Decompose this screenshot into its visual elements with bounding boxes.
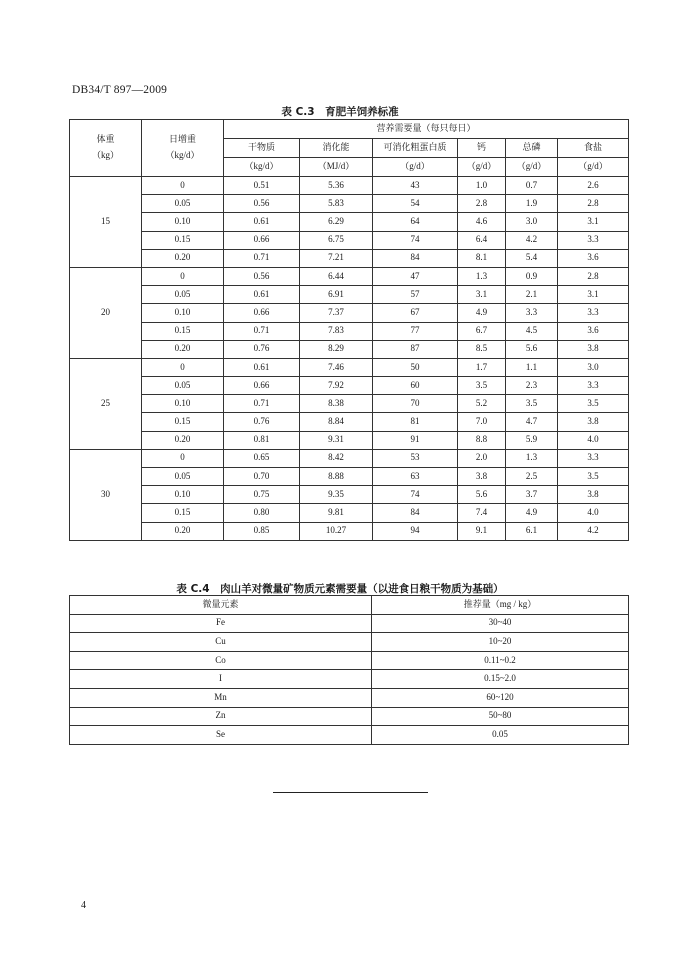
dry-matter-cell: 0.65 bbox=[224, 449, 300, 467]
digestible-energy-cell: 7.83 bbox=[300, 322, 373, 340]
digestible-energy-cell: 6.91 bbox=[300, 286, 373, 304]
dry-matter-cell: 0.71 bbox=[224, 322, 300, 340]
header-daily-gain: 日增重 （kg/d） bbox=[142, 120, 224, 177]
daily-gain-cell: 0.15 bbox=[142, 231, 224, 249]
table-row bbox=[70, 177, 629, 195]
daily-gain-cell: 0.15 bbox=[142, 322, 224, 340]
table-row bbox=[70, 231, 629, 249]
calcium-cell: 4.6 bbox=[458, 213, 506, 231]
table-c4 bbox=[69, 595, 629, 745]
dry-matter-cell: 0.85 bbox=[224, 522, 300, 540]
salt-cell: 3.8 bbox=[558, 340, 629, 358]
phosphorus-cell: 5.4 bbox=[506, 249, 558, 267]
table-row bbox=[70, 486, 629, 504]
weight-cell: 20 bbox=[70, 267, 142, 358]
table-c3-title: 表 C.3 育肥羊饲养标准 bbox=[281, 106, 399, 118]
calcium-cell: 3.1 bbox=[458, 286, 506, 304]
phosphorus-cell: 3.5 bbox=[506, 395, 558, 413]
phosphorus-cell: 2.1 bbox=[506, 286, 558, 304]
table-row bbox=[70, 358, 629, 376]
element-cell: Se bbox=[70, 726, 372, 745]
dry-matter-cell: 0.71 bbox=[224, 395, 300, 413]
table-row bbox=[70, 633, 629, 652]
header-dry-matter: 干物质 bbox=[224, 139, 300, 158]
table-row bbox=[70, 468, 629, 486]
salt-cell: 3.8 bbox=[558, 413, 629, 431]
dry-matter-cell: 0.75 bbox=[224, 486, 300, 504]
phosphorus-cell: 1.3 bbox=[506, 449, 558, 467]
table-row bbox=[70, 707, 629, 726]
table-row bbox=[70, 322, 629, 340]
header-salt-unit: （g/d） bbox=[558, 158, 629, 177]
phosphorus-cell: 0.7 bbox=[506, 177, 558, 195]
recommended-amount-cell: 30~40 bbox=[372, 614, 629, 633]
digestible-energy-cell: 9.81 bbox=[300, 504, 373, 522]
salt-cell: 2.8 bbox=[558, 195, 629, 213]
digestible-protein-cell: 74 bbox=[373, 231, 458, 249]
weight-cell: 15 bbox=[70, 177, 142, 268]
table-row bbox=[70, 213, 629, 231]
page-number: 4 bbox=[81, 900, 86, 911]
phosphorus-cell: 1.1 bbox=[506, 358, 558, 376]
dry-matter-cell: 0.76 bbox=[224, 340, 300, 358]
element-cell: Fe bbox=[70, 614, 372, 633]
calcium-cell: 7.0 bbox=[458, 413, 506, 431]
phosphorus-cell: 2.5 bbox=[506, 468, 558, 486]
digestible-energy-cell: 8.29 bbox=[300, 340, 373, 358]
calcium-cell: 8.1 bbox=[458, 249, 506, 267]
calcium-cell: 3.5 bbox=[458, 377, 506, 395]
digestible-protein-cell: 57 bbox=[373, 286, 458, 304]
header-dry-matter-unit: （kg/d） bbox=[224, 158, 300, 177]
phosphorus-cell: 4.2 bbox=[506, 231, 558, 249]
digestible-energy-cell: 5.36 bbox=[300, 177, 373, 195]
element-cell: Mn bbox=[70, 688, 372, 707]
dry-matter-cell: 0.51 bbox=[224, 177, 300, 195]
table-c3 bbox=[69, 119, 629, 541]
digestible-energy-cell: 10.27 bbox=[300, 522, 373, 540]
header-phosphorus: 总磷 bbox=[506, 139, 558, 158]
dry-matter-cell: 0.56 bbox=[224, 195, 300, 213]
salt-cell: 3.3 bbox=[558, 304, 629, 322]
digestible-energy-cell: 7.92 bbox=[300, 377, 373, 395]
daily-gain-cell: 0 bbox=[142, 449, 224, 467]
element-cell: I bbox=[70, 670, 372, 689]
digestible-protein-cell: 50 bbox=[373, 358, 458, 376]
dry-matter-cell: 0.81 bbox=[224, 431, 300, 449]
recommended-amount-cell: 60~120 bbox=[372, 688, 629, 707]
salt-cell: 3.8 bbox=[558, 486, 629, 504]
digestible-protein-cell: 84 bbox=[373, 504, 458, 522]
dry-matter-cell: 0.61 bbox=[224, 358, 300, 376]
header-weight: 体重 （kg） bbox=[70, 120, 142, 177]
calcium-cell: 1.7 bbox=[458, 358, 506, 376]
salt-cell: 3.3 bbox=[558, 231, 629, 249]
calcium-cell: 9.1 bbox=[458, 522, 506, 540]
header-digestible-energy: 消化能 bbox=[300, 139, 373, 158]
salt-cell: 3.1 bbox=[558, 213, 629, 231]
header-phosphorus-unit: （g/d） bbox=[506, 158, 558, 177]
calcium-cell: 3.8 bbox=[458, 468, 506, 486]
calcium-cell: 5.6 bbox=[458, 486, 506, 504]
salt-cell: 3.5 bbox=[558, 468, 629, 486]
calcium-cell: 5.2 bbox=[458, 395, 506, 413]
phosphorus-cell: 3.3 bbox=[506, 304, 558, 322]
dry-matter-cell: 0.70 bbox=[224, 468, 300, 486]
salt-cell: 4.0 bbox=[558, 504, 629, 522]
table-row bbox=[70, 377, 629, 395]
header-salt: 食盐 bbox=[558, 139, 629, 158]
calcium-cell: 6.7 bbox=[458, 322, 506, 340]
daily-gain-cell: 0.20 bbox=[142, 249, 224, 267]
table-row bbox=[70, 614, 629, 633]
digestible-protein-cell: 81 bbox=[373, 413, 458, 431]
recommended-amount-cell: 0.05 bbox=[372, 726, 629, 745]
digestible-protein-cell: 54 bbox=[373, 195, 458, 213]
digestible-protein-cell: 91 bbox=[373, 431, 458, 449]
table-row bbox=[70, 651, 629, 670]
calcium-cell: 1.0 bbox=[458, 177, 506, 195]
daily-gain-cell: 0.10 bbox=[142, 395, 224, 413]
table-row bbox=[70, 413, 629, 431]
daily-gain-cell: 0.10 bbox=[142, 486, 224, 504]
calcium-cell: 8.5 bbox=[458, 340, 506, 358]
table-row bbox=[70, 286, 629, 304]
digestible-protein-cell: 47 bbox=[373, 267, 458, 285]
element-cell: Cu bbox=[70, 633, 372, 652]
digestible-energy-cell: 9.31 bbox=[300, 431, 373, 449]
header-digestible-protein-unit: （g/d） bbox=[373, 158, 458, 177]
phosphorus-cell: 3.7 bbox=[506, 486, 558, 504]
digestible-protein-cell: 64 bbox=[373, 213, 458, 231]
daily-gain-cell: 0.20 bbox=[142, 431, 224, 449]
dry-matter-cell: 0.66 bbox=[224, 377, 300, 395]
phosphorus-cell: 4.9 bbox=[506, 504, 558, 522]
table-row bbox=[70, 431, 629, 449]
calcium-cell: 4.9 bbox=[458, 304, 506, 322]
dry-matter-cell: 0.56 bbox=[224, 267, 300, 285]
daily-gain-cell: 0.05 bbox=[142, 195, 224, 213]
weight-cell: 25 bbox=[70, 358, 142, 449]
salt-cell: 4.2 bbox=[558, 522, 629, 540]
table-row bbox=[70, 726, 629, 745]
digestible-protein-cell: 94 bbox=[373, 522, 458, 540]
digestible-energy-cell: 9.35 bbox=[300, 486, 373, 504]
daily-gain-cell: 0.10 bbox=[142, 213, 224, 231]
daily-gain-cell: 0 bbox=[142, 177, 224, 195]
digestible-energy-cell: 7.37 bbox=[300, 304, 373, 322]
salt-cell: 3.6 bbox=[558, 322, 629, 340]
digestible-energy-cell: 6.29 bbox=[300, 213, 373, 231]
digestible-energy-cell: 6.75 bbox=[300, 231, 373, 249]
calcium-cell: 2.0 bbox=[458, 449, 506, 467]
phosphorus-cell: 4.7 bbox=[506, 413, 558, 431]
digestible-protein-cell: 63 bbox=[373, 468, 458, 486]
digestible-energy-cell: 7.46 bbox=[300, 358, 373, 376]
phosphorus-cell: 3.0 bbox=[506, 213, 558, 231]
digestible-protein-cell: 87 bbox=[373, 340, 458, 358]
digestible-energy-cell: 6.44 bbox=[300, 267, 373, 285]
digestible-protein-cell: 84 bbox=[373, 249, 458, 267]
digestible-protein-cell: 70 bbox=[373, 395, 458, 413]
phosphorus-cell: 2.3 bbox=[506, 377, 558, 395]
header-digestible-energy-unit: （MJ/d） bbox=[300, 158, 373, 177]
table-c4-title: 表 C.4 肉山羊对微量矿物质元素需要量（以进食日粮干物质为基础） bbox=[176, 583, 504, 595]
calcium-cell: 8.8 bbox=[458, 431, 506, 449]
recommended-amount-cell: 50~80 bbox=[372, 707, 629, 726]
element-cell: Zn bbox=[70, 707, 372, 726]
dry-matter-cell: 0.71 bbox=[224, 249, 300, 267]
salt-cell: 3.3 bbox=[558, 377, 629, 395]
table-row bbox=[70, 249, 629, 267]
digestible-energy-cell: 8.38 bbox=[300, 395, 373, 413]
phosphorus-cell: 0.9 bbox=[506, 267, 558, 285]
salt-cell: 2.8 bbox=[558, 267, 629, 285]
table-row bbox=[70, 395, 629, 413]
daily-gain-cell: 0.15 bbox=[142, 504, 224, 522]
salt-cell: 2.6 bbox=[558, 177, 629, 195]
header-calcium: 钙 bbox=[458, 139, 506, 158]
daily-gain-cell: 0.20 bbox=[142, 340, 224, 358]
daily-gain-cell: 0.05 bbox=[142, 286, 224, 304]
table-row bbox=[70, 504, 629, 522]
digestible-energy-cell: 7.21 bbox=[300, 249, 373, 267]
element-cell: Co bbox=[70, 651, 372, 670]
table-row bbox=[70, 449, 629, 467]
digestible-protein-cell: 74 bbox=[373, 486, 458, 504]
salt-cell: 3.1 bbox=[558, 286, 629, 304]
standard-id: DB34/T 897—2009 bbox=[72, 84, 168, 96]
phosphorus-cell: 5.6 bbox=[506, 340, 558, 358]
dry-matter-cell: 0.61 bbox=[224, 286, 300, 304]
table-row bbox=[70, 522, 629, 540]
recommended-amount-cell: 0.11~0.2 bbox=[372, 651, 629, 670]
dry-matter-cell: 0.80 bbox=[224, 504, 300, 522]
digestible-energy-cell: 5.83 bbox=[300, 195, 373, 213]
digestible-protein-cell: 53 bbox=[373, 449, 458, 467]
weight-cell: 30 bbox=[70, 449, 142, 540]
table-row bbox=[70, 195, 629, 213]
header-calcium-unit: （g/d） bbox=[458, 158, 506, 177]
header-digestible-protein: 可消化粗蛋白质 bbox=[373, 139, 458, 158]
phosphorus-cell: 6.1 bbox=[506, 522, 558, 540]
phosphorus-cell: 1.9 bbox=[506, 195, 558, 213]
header-nutrient-group: 营养需要量（每只每日） bbox=[224, 120, 629, 139]
header-recommended-amount: 推荐量（mg / kg） bbox=[372, 596, 629, 615]
digestible-energy-cell: 8.88 bbox=[300, 468, 373, 486]
dry-matter-cell: 0.66 bbox=[224, 304, 300, 322]
salt-cell: 3.6 bbox=[558, 249, 629, 267]
daily-gain-cell: 0.20 bbox=[142, 522, 224, 540]
calcium-cell: 1.3 bbox=[458, 267, 506, 285]
digestible-protein-cell: 77 bbox=[373, 322, 458, 340]
dry-matter-cell: 0.66 bbox=[224, 231, 300, 249]
table-row bbox=[70, 340, 629, 358]
end-rule bbox=[273, 792, 428, 793]
recommended-amount-cell: 0.15~2.0 bbox=[372, 670, 629, 689]
salt-cell: 3.5 bbox=[558, 395, 629, 413]
digestible-energy-cell: 8.84 bbox=[300, 413, 373, 431]
table-row bbox=[70, 267, 629, 285]
digestible-energy-cell: 8.42 bbox=[300, 449, 373, 467]
calcium-cell: 2.8 bbox=[458, 195, 506, 213]
digestible-protein-cell: 43 bbox=[373, 177, 458, 195]
digestible-protein-cell: 60 bbox=[373, 377, 458, 395]
daily-gain-cell: 0.05 bbox=[142, 468, 224, 486]
daily-gain-cell: 0.15 bbox=[142, 413, 224, 431]
daily-gain-cell: 0.05 bbox=[142, 377, 224, 395]
digestible-protein-cell: 67 bbox=[373, 304, 458, 322]
daily-gain-cell: 0 bbox=[142, 358, 224, 376]
salt-cell: 4.0 bbox=[558, 431, 629, 449]
daily-gain-cell: 0 bbox=[142, 267, 224, 285]
phosphorus-cell: 5.9 bbox=[506, 431, 558, 449]
phosphorus-cell: 4.5 bbox=[506, 322, 558, 340]
daily-gain-cell: 0.10 bbox=[142, 304, 224, 322]
dry-matter-cell: 0.76 bbox=[224, 413, 300, 431]
header-element: 微量元素 bbox=[70, 596, 372, 615]
table-row bbox=[70, 304, 629, 322]
table-row bbox=[70, 688, 629, 707]
calcium-cell: 7.4 bbox=[458, 504, 506, 522]
salt-cell: 3.3 bbox=[558, 449, 629, 467]
recommended-amount-cell: 10~20 bbox=[372, 633, 629, 652]
table-row bbox=[70, 670, 629, 689]
calcium-cell: 6.4 bbox=[458, 231, 506, 249]
salt-cell: 3.0 bbox=[558, 358, 629, 376]
dry-matter-cell: 0.61 bbox=[224, 213, 300, 231]
